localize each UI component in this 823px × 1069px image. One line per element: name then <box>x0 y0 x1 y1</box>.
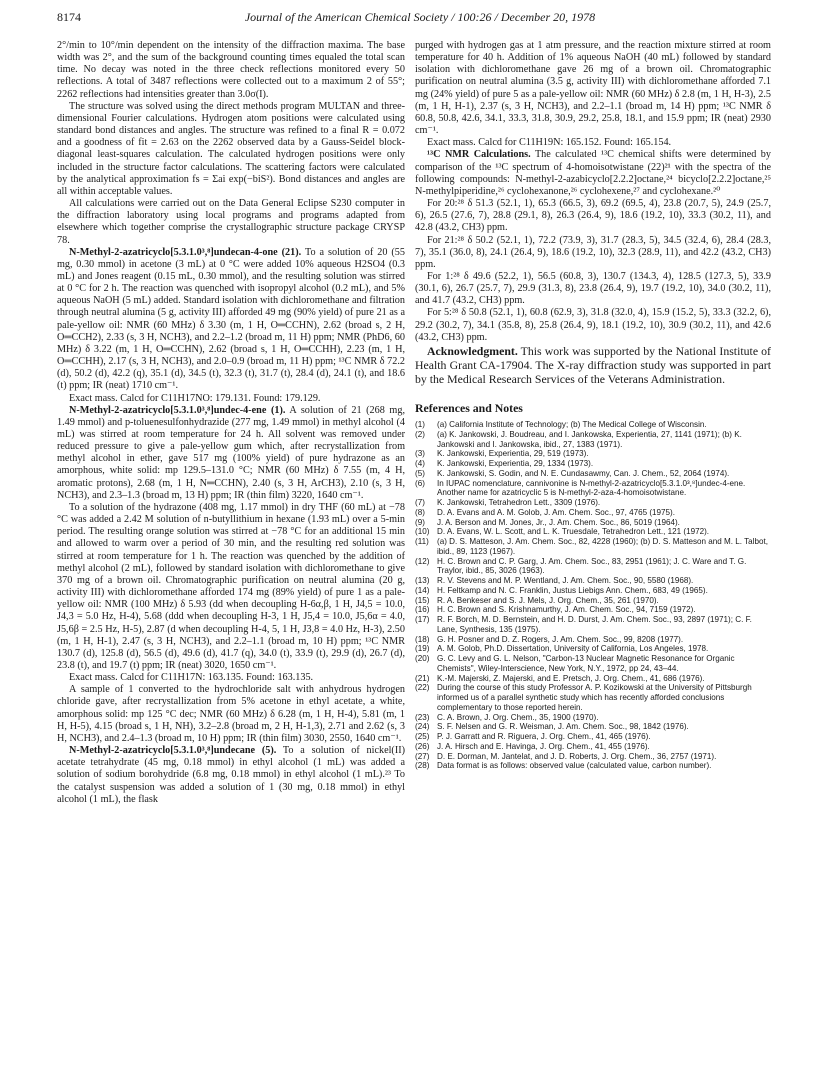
reference-text: G. C. Levy and G. L. Nelson, "Carbon-13 Nuclear Magnetic Resonance for Organic Chemists", Wiley-Interscience, New York, N.Y., 1972, pp 24, 43–44. <box>437 654 735 673</box>
reference-text: K. Jankowski, Tetrahedron Lett., 3309 (1976). <box>437 498 601 508</box>
reference-number: (9) <box>415 517 425 527</box>
reference-item <box>415 508 771 518</box>
paragraph-text: For 5:²⁸ δ 50.8 (52.1, 1), 60.8 (62.9, 3), 31.8 (32.0, 4), 15.9 (15.2, 5), 33.3 (32.2, 6), 29.2 (30.2, 7), 34.1 (35.8, 8), 25.8 (26.4, 9), 18.1 (19.2, 10), 30.9 (30.2, 11), and 42.6 (43.2, CH3) ppm. <box>415 307 771 343</box>
reference-number: (14) <box>415 585 430 595</box>
reference-number: (7) <box>415 498 425 508</box>
reference-number: (17) <box>415 615 430 625</box>
reference-text: During the course of this study Professor A. P. Kozikowski at the University of Pittsburgh informed us of a parallel synthetic study which has recently afforded conclusions complementary to those reported herein. <box>437 683 752 712</box>
acknowledgment-heading: Acknowledgment. <box>427 343 518 358</box>
reference-number: (5) <box>415 468 425 478</box>
reference-text: K.-M. Majerski, Z. Majerski, and E. Pretsch, J. Org. Chem., 41, 686 (1976). <box>437 673 705 683</box>
paragraph-p1 <box>57 40 405 101</box>
paragraph-p4 <box>57 247 405 393</box>
reference-number: (24) <box>415 722 430 732</box>
reference-text: D. A. Evans, W. L. Scott, and L. K. Truesdale, Tetrahedron Lett., 121 (1972). <box>437 527 710 537</box>
reference-item <box>415 537 771 557</box>
paragraph-r5 <box>415 235 771 271</box>
reference-item <box>415 459 771 469</box>
reference-text: G. H. Posner and D. Z. Rogers, J. Am. Chem. Soc., 99, 8208 (1977). <box>437 634 684 644</box>
reference-text: H. Feltkamp and N. C. Franklin, Justus Liebigs Ann. Chem., 683, 49 (1965). <box>437 585 708 595</box>
reference-item <box>415 557 771 577</box>
reference-text: R. V. Stevens and M. P. Wentland, J. Am. Chem. Soc., 90, 5580 (1968). <box>437 576 694 586</box>
reference-number: (13) <box>415 576 430 586</box>
paragraph-text: All calculations were carried out on the Data General Eclipse S230 computer in the diffraction laboratory using local programs and programs adapted from elsewhere which together comprise the crystallographic structure package CRYSP 78. <box>57 198 405 246</box>
run-in-heading: N-Methyl-2-azatricyclo[5.3.1.0³,⁸]undecan-4-one (21). <box>69 246 302 258</box>
paragraph-p7 <box>57 502 405 672</box>
run-in-heading: N-Methyl-2-azatricyclo[5.3.1.0³,⁸]undec-4-ene (1). <box>69 404 286 416</box>
reference-text: P. J. Garratt and R. Riguera, J. Org. Chem., 41, 465 (1976). <box>437 732 651 742</box>
reference-item <box>415 449 771 459</box>
reference-item <box>415 761 771 771</box>
reference-item <box>415 674 771 684</box>
reference-number: (18) <box>415 634 430 644</box>
reference-text: K. Jankowski, Experientia, 29, 1334 (1973). <box>437 459 594 469</box>
right-column-body <box>415 40 771 344</box>
reference-number: (23) <box>415 712 430 722</box>
reference-text: J. A. Berson and M. Jones, Jr., J. Am. Chem. Soc., 86, 5019 (1964). <box>437 517 680 527</box>
paragraph-text: A sample of 1 converted to the hydrochloride salt with anhydrous hydrogen chloride gave, after recrystallization from 5% acetone in ethyl acetate, a white, amorphous solid: mp 125 °C dec; NMR (60 MHz) δ 6.28 (m, 1 H, H-4), 5.81 (m, 1 H, H-5), 4.15 (broad s, 1 H, NH), 3.2–2.8 (broad m, 2 H, H-1,3), 2.71 and 2.62 (s, 3 H, NCH3), and 2.4–1.3 (broad m, 10 H) ppm; IR (thin film) 3030, 2550, 1640 cm⁻¹. <box>57 684 405 744</box>
paragraph-r7 <box>415 307 771 343</box>
paragraph-p6 <box>57 405 405 502</box>
reference-number: (27) <box>415 751 430 761</box>
reference-number: (3) <box>415 449 425 459</box>
paragraph-r4 <box>415 198 771 234</box>
reference-number: (19) <box>415 644 430 654</box>
reference-text: K. Jankowski, S. Godin, and N. E. Cundasawmy, Can. J. Chem., 52, 2064 (1974). <box>437 468 730 478</box>
reference-item <box>415 596 771 606</box>
reference-number: (6) <box>415 478 425 488</box>
reference-number: (15) <box>415 595 430 605</box>
reference-item <box>415 615 771 635</box>
paragraph-p5 <box>57 393 405 405</box>
reference-text: A. M. Golob, Ph.D. Dissertation, University of California, Los Angeles, 1978. <box>437 644 709 654</box>
references-list <box>415 420 771 771</box>
reference-number: (8) <box>415 507 425 517</box>
reference-number: (16) <box>415 605 430 615</box>
page-number: 8174 <box>57 10 81 24</box>
reference-text: J. A. Hirsch and E. Havinga, J. Org. Chem., 41, 455 (1976). <box>437 741 650 751</box>
reference-text: H. C. Brown and C. P. Garg, J. Am. Chem. Soc., 83, 2951 (1961); J. C. Ware and T. G. Traylor, ibid., 85, 3026 (1963). <box>437 556 747 576</box>
references-heading: References and Notes <box>415 400 523 415</box>
reference-number: (22) <box>415 683 430 693</box>
reference-text: In IUPAC nomenclature, cannivonine is N-methyl-2-azatricyclo[5.3.1.0³,⁸]undec-4-ene. Another name for azatricyclic 5 is N-methyl-2-aza-4-homoisotwistane. <box>437 478 746 498</box>
paragraph-text: 2°/min to 10°/min dependent on the intensity of the diffraction maxima. The base width was 2°, and the sum of the background counting times equaled the total scan time. No decay was noted in the three check reflections monitored every 50 reflections. A total of 3487 reflections were collected out to a maximum 2 of 55°; 2262 reflections had intensities greater than 3.0σ(I). <box>57 40 405 100</box>
reference-text: (a) California Institute of Technology; (b) The Medical College of Wisconsin. <box>437 420 707 430</box>
paragraph-r3 <box>415 149 771 198</box>
paragraph-text: Exact mass. Calcd for C11H17NO: 179.131. Found: 179.129. <box>69 392 321 404</box>
reference-item <box>415 479 771 499</box>
reference-item <box>415 498 771 508</box>
reference-number: (10) <box>415 527 430 537</box>
paragraph-text: To a solution of 20 (55 mg, 0.30 mmol) in acetone (3 mL) at 0 °C were added 10% aqueous H2SO4 (0.3 mL) and Jones reagent (0.15 mL, 0.30 mmol), and the resulting solution was stirred at 0 °C for 2 h. The reaction was quenched with isopropyl alcohol (0.2 mL), and 5% aqueous NaOH (5 mL) added. Standard isolation with dichloromethane and filtration through neutral alumina (5 g, activity III) afforded 49 mg (90% yield) of pure 21 as a pale-yellow oil: NMR (60 MHz) δ 3.30 (m, 1 H, O═CCHN), 2.62 (broad s, 2 H, O═CCH2), 2.33 (s, 3 H, NCH3), and 2.2–1.2 (broad m, 11 H) ppm; NMR (PhD6, 60 MHz) δ 3.22 (m, 1 H, O═CCHN), 2.62 (broad s, 1 H, O═CCHH), 2.23 (m, 1 H, O═CCHH), 2.17 (s, 3 H, NCH3), and 2.0–0.9 (broad m, 11 H) ppm; ¹³C NMR δ 72.2 (d), 50.2 (d), 42.2 (q), 35.1 (d), 34.5 (t), 32.3 (t), 31.7 (t), 28.4 (d), 24.1 (t), and 18.6 (t) ppm; IR (neat) 1710 cm⁻¹. <box>57 246 405 392</box>
paragraph-r1 <box>415 40 771 137</box>
run-in-heading: N-Methyl-2-azatricyclo[5.3.1.0³,⁸]undecane (5). <box>69 745 277 757</box>
reference-item <box>415 420 771 430</box>
reference-number: (21) <box>415 673 430 683</box>
reference-item <box>415 576 771 586</box>
left-column <box>57 40 405 806</box>
paragraph-text: A solution of 21 (268 mg, 1.49 mmol) and p-toluenesulfonhydrazide (277 mg, 1.49 mmol) in methyl alcohol (4 mL) was stirred at room temperature for 24 h. All solvent was removed under reduced pressure to give a pale-yellow gum which, after recrystallization from methyl alcohol in ether, gave 517 mg (100% yield) of pure hydrazone as an amorphous, white solid: mp 129.5–131.0 °C; NMR (60 MHz) δ 7.55 (m, 4 H, aromatic protons), 2.68 (m, 1 H, N═CCHN), 2.40 (s, 3 H, ArCH3), 2.10 (s, 3 H, NCH3), and 2.3–1.3 (broad m, 13 H) ppm; IR (thin film) 3220, 1640 cm⁻¹. <box>57 404 405 501</box>
paragraph-text: For 21:²⁸ δ 50.2 (52.1, 1), 72.2 (73.9, 3), 31.7 (28.3, 5), 34.5 (32.4, 6), 28.4 (28.3, 7), 35.1 (36.0, 8), 24.1 (26.4, 9), 18.6 (19.2, 10), 32.3 (28.9, 11), and 42.2 (43.2, CH3) ppm. <box>415 234 771 270</box>
acknowledgment <box>415 344 771 386</box>
paragraph-p8 <box>57 672 405 684</box>
reference-item <box>415 722 771 732</box>
paragraph-text: To a solution of the hydrazone (408 mg, 1.17 mmol) in dry THF (60 mL) at −78 °C was added a 2.42 M solution of n-butyllithium in hexane (1.93 mL) over a 5-min period. The resulting orange solution was stirred at −78 °C for an additional 15 min and allowed to warm over a period of 30 min, and the resulting red solution was stirred at room temperature for 1 h. The reaction was quenched by the addition of methyl alcohol (2 mL), followed by standard isolation with dichloromethane to give 370 mg of a brown oil. Chromatographic purification on neutral alumina (20 g, activity III) with dichloromethane afforded 174 mg (89% yield) of pure 1 as a pale-yellow oil: NMR (100 MHz) δ 5.93 (dd when decoupling H-6α,β, 1 H, J4,5 = 10.0, J4,3 = 5.0 Hz, H-4), 5.68 (ddd when decoupling H-3, 1 H, J5,4 = 10.0, J5,6α = 4.0, J5,6β = 2.5 Hz, H-5), 2.87 (d when decoupling H-4, 5, 1 H, J3,8 = 4.0 Hz, H-3), 2.50 (m, 1 H, H-1), 2.47 (s, 3 H, NCH3), and 2.2–1.1 (broad m, 10 H) ppm; ¹³C NMR 130.7 (d), 125.8 (d), 56.5 (d), 49.6 (d), 41.7 (q), 34.0 (t), 33.9 (t), 29.9 (d), 26.7 (d), 23.8 (t), and 19.7 (t) ppm; IR (neat) 3020, 1650 cm⁻¹. <box>57 501 405 671</box>
paragraph-text: purged with hydrogen gas at 1 atm pressure, and the reaction mixture stirred at room temperature for 40 h. Addition of 1% aqueous NaOH (40 mL) followed by standard isolation with dichloromethane gave 26 mg of a brown oil. Chromatographic purification on neutral alumina (3.5 g, activity III) with dichloromethane afforded 7.1 mg (24% yield) of pure 5 as a pale-yellow oil: NMR (60 MHz) δ 2.8 (m, 1 H, H-3), 2.5 (m, 1 H, H-1), 2.37 (s, 3 H, NCH3), and 2.2–1.1 (broad m, 14 H) ppm; ¹³C NMR δ 60.8, 50.8, 42.6, 34.1, 33.3, 31.8, 30.9, 29.2, 25.8, 18.1, and 15.9 ppm; IR (neat) 2930 cm⁻¹. <box>415 40 771 137</box>
reference-item <box>415 732 771 742</box>
reference-item <box>415 752 771 762</box>
paragraph-r6 <box>415 271 771 307</box>
reference-item <box>415 654 771 674</box>
paragraph-text: The calculated ¹³C chemical shifts were determined by comparison of the ¹³C spectrum of 4-homoisotwistane (22)²¹ with the spectra of the following compounds: N-methyl-2-azabicyclo[2.2.2]octane,²⁴ bicyclo[2.2.2]octane,²⁵ N-methylpiperidine,²⁶ cyclohexanone,²⁶ cyclohexene,²⁷ and cyclohexane.²⁰ <box>415 149 771 197</box>
reference-text: (a) D. S. Matteson, J. Am. Chem. Soc., 82, 4228 (1960); (b) D. S. Matteson and M. L. Talbot, ibid., 89, 1123 (1967). <box>437 537 768 556</box>
reference-number: (25) <box>415 732 430 742</box>
reference-item <box>415 527 771 537</box>
paragraph-p10 <box>57 745 405 806</box>
paragraph-text: To a solution of nickel(II) acetate tetrahydrate (45 mg, 0.18 mmol) in ethyl alcohol (1 mL) was added a solution of sodium borohydride (6.8 mg, 0.18 mmol) in ethyl alcohol (1 mL).²³ To the catalyst suspension was added a solution of 1 (30 mg, 0.18 mmol) in ethyl alcohol (1 mL), the flask <box>57 745 405 805</box>
reference-number: (11) <box>415 537 429 547</box>
reference-number: (1) <box>415 420 425 430</box>
reference-text: S. F. Nelsen and G. R. Weisman, J. Am. Chem. Soc., 98, 1842 (1976). <box>437 722 689 732</box>
acknowledgment-text: This work was supported by the National Institute of Health Grant CA-17904. The X-ray diffraction study was supported in part by the Medical Research Services of the Veterans Administration. <box>415 343 771 386</box>
reference-text: (a) K. Jankowski, J. Boudreau, and I. Jankowska, Experientia, 27, 1141 (1971); (b) K. Jankowski and I. Jankowska, ibid., 27, 1383 (1971). <box>437 429 742 449</box>
reference-number: (26) <box>415 741 430 751</box>
paragraph-text: Exact mass. Calcd for C11H17N: 163.135. Found: 163.135. <box>69 672 314 684</box>
reference-text: K. Jankowski, Experientia, 29, 519 (1973). <box>437 449 589 459</box>
reference-item <box>415 518 771 528</box>
paragraph-p2 <box>57 101 405 198</box>
reference-item <box>415 635 771 645</box>
reference-number: (12) <box>415 556 430 566</box>
reference-item <box>415 605 771 615</box>
paragraph-text: For 1:²⁸ δ 49.6 (52.2, 1), 56.5 (60.8, 3), 130.7 (134.3, 4), 128.5 (127.3, 5), 33.9 (30.1, 6), 26.7 (25.7, 7), 29.9 (31.3, 8), 23.8 (26.4, 9), 19.7 (19.2, 10), 34.0 (30.2, 11), and 41.7 (43.2, CH3) ppm. <box>415 270 771 307</box>
reference-number: (4) <box>415 459 425 469</box>
reference-number: (20) <box>415 654 430 664</box>
paragraph-text: For 20:²⁸ δ 51.3 (52.1, 1), 65.3 (66.5, 3), 69.2 (69.5, 4), 23.8 (20.7, 5), 24.9 (25.7, 6), 26.5 (27.6, 7), 28.8 (29.1, 8), 26.3 (26.4, 9), 18.6 (19.2, 10), 33.3 (30.2, 11), and 42.8 (43.2, CH3) ppm. <box>415 198 771 234</box>
paragraph-p9 <box>57 684 405 745</box>
journal-citation: Journal of the American Chemical Society / 100:26 / December 20, 1978 <box>244 10 596 24</box>
paragraph-p3 <box>57 198 405 247</box>
run-in-heading: ¹³C NMR Calculations. <box>427 149 531 161</box>
reference-number: (28) <box>415 761 430 771</box>
reference-text: D. A. Evans and A. M. Golob, J. Am. Chem. Soc., 97, 4765 (1975). <box>437 507 675 517</box>
reference-text: D. E. Dorman, M. Jantelat, and J. D. Roberts, J. Org. Chem., 36, 2757 (1971). <box>437 751 717 761</box>
reference-text: Data format is as follows: observed value (calculated value, carbon number). <box>437 761 712 771</box>
paragraph-text: Exact mass. Calcd for C11H19N: 165.152. Found: 165.154. <box>427 137 672 149</box>
reference-text: C. A. Brown, J. Org. Chem., 35, 1900 (1970). <box>437 712 599 722</box>
reference-number: (2) <box>415 429 425 439</box>
reference-item <box>415 713 771 723</box>
right-column <box>415 40 771 771</box>
reference-item <box>415 430 771 450</box>
paragraph-r2 <box>415 137 771 149</box>
reference-item <box>415 586 771 596</box>
reference-item <box>415 644 771 654</box>
reference-text: R. F. Borch, M. D. Bernstein, and H. D. Durst, J. Am. Chem. Soc., 93, 2897 (1971); C. F. Lane, Synthesis, 135 (1975). <box>437 615 752 634</box>
reference-item <box>415 683 771 712</box>
reference-text: R. A. Benkeser and S. J. Mels, J. Org. Chem., 35, 261 (1970). <box>437 595 659 605</box>
reference-item <box>415 742 771 752</box>
running-header <box>57 10 783 26</box>
reference-text: H. C. Brown and S. Krishnamurthy, J. Am. Chem. Soc., 94, 7159 (1972). <box>437 605 696 615</box>
paragraph-text: The structure was solved using the direct methods program MULTAN and three-dimensional Fourier calculations. Hydrogen atom positions were calculated using standard bond distances and angles. The structure was refined to a final R = 0.072 and a goodness of fit = 2.63 on the 2262 observed data by a Gauss-Seidel block-diagonal least-squares calculation. The calculated hydrogen positions were only included in the structure factor calculations. The scattering factors were calculated by the analytical approximation fs = Σai exp(−biS²). Bond distances and angles are all within acceptable values. <box>57 100 405 197</box>
reference-item <box>415 469 771 479</box>
